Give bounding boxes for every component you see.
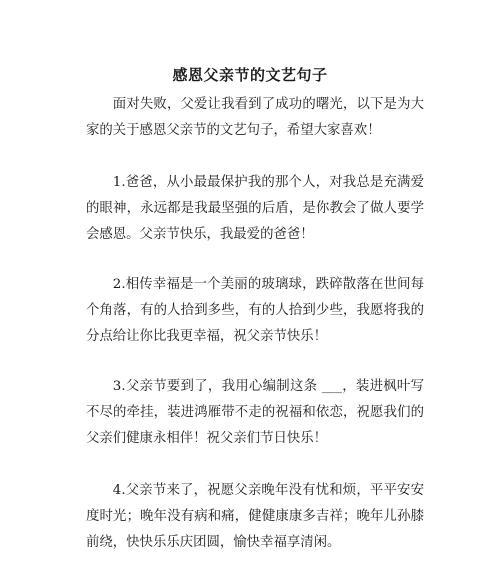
intro-paragraph: 面对失败，父爱让我看到了成功的曙光，以下是为大家的关于感恩父亲节的文艺句子，希望大家喜欢！: [86, 97, 424, 138]
quote-item-3: 3.父亲节要到了，我用心编制这条 ___，装进枫叶写不尽的牵挂，装进鸿雁带不走的祝福和依恋，祝愿我们的父亲们健康永相伴！祝父亲们节日快乐！: [86, 379, 424, 446]
quote-item-4: 4.父亲节来了，祝愿父亲晚年没有忧和烦，平平安安度时光；晚年没有病和痛，健健康康多吉祥；晚年儿孙膝前绕，快快乐乐庆团圆，愉快幸福享清闲。: [86, 483, 424, 550]
document-title: 感恩父亲节的文艺句子: [172, 66, 328, 84]
quote-item-2: 2.相传幸福是一个美丽的玻璃球，跌碎散落在世间每个角落，有的人拾到多些，有的人拾到少些，我愿将我的分点给让你比我更幸福，祝父亲节快乐！: [86, 277, 424, 344]
quote-item-1: 1.爸爸，从小最最保护我的那个人，对我总是充满爱的眼神，永远都是我最坚强的后盾，是你教会了做人要学会感恩。父亲节快乐，我最爱的爸爸！: [86, 175, 424, 242]
